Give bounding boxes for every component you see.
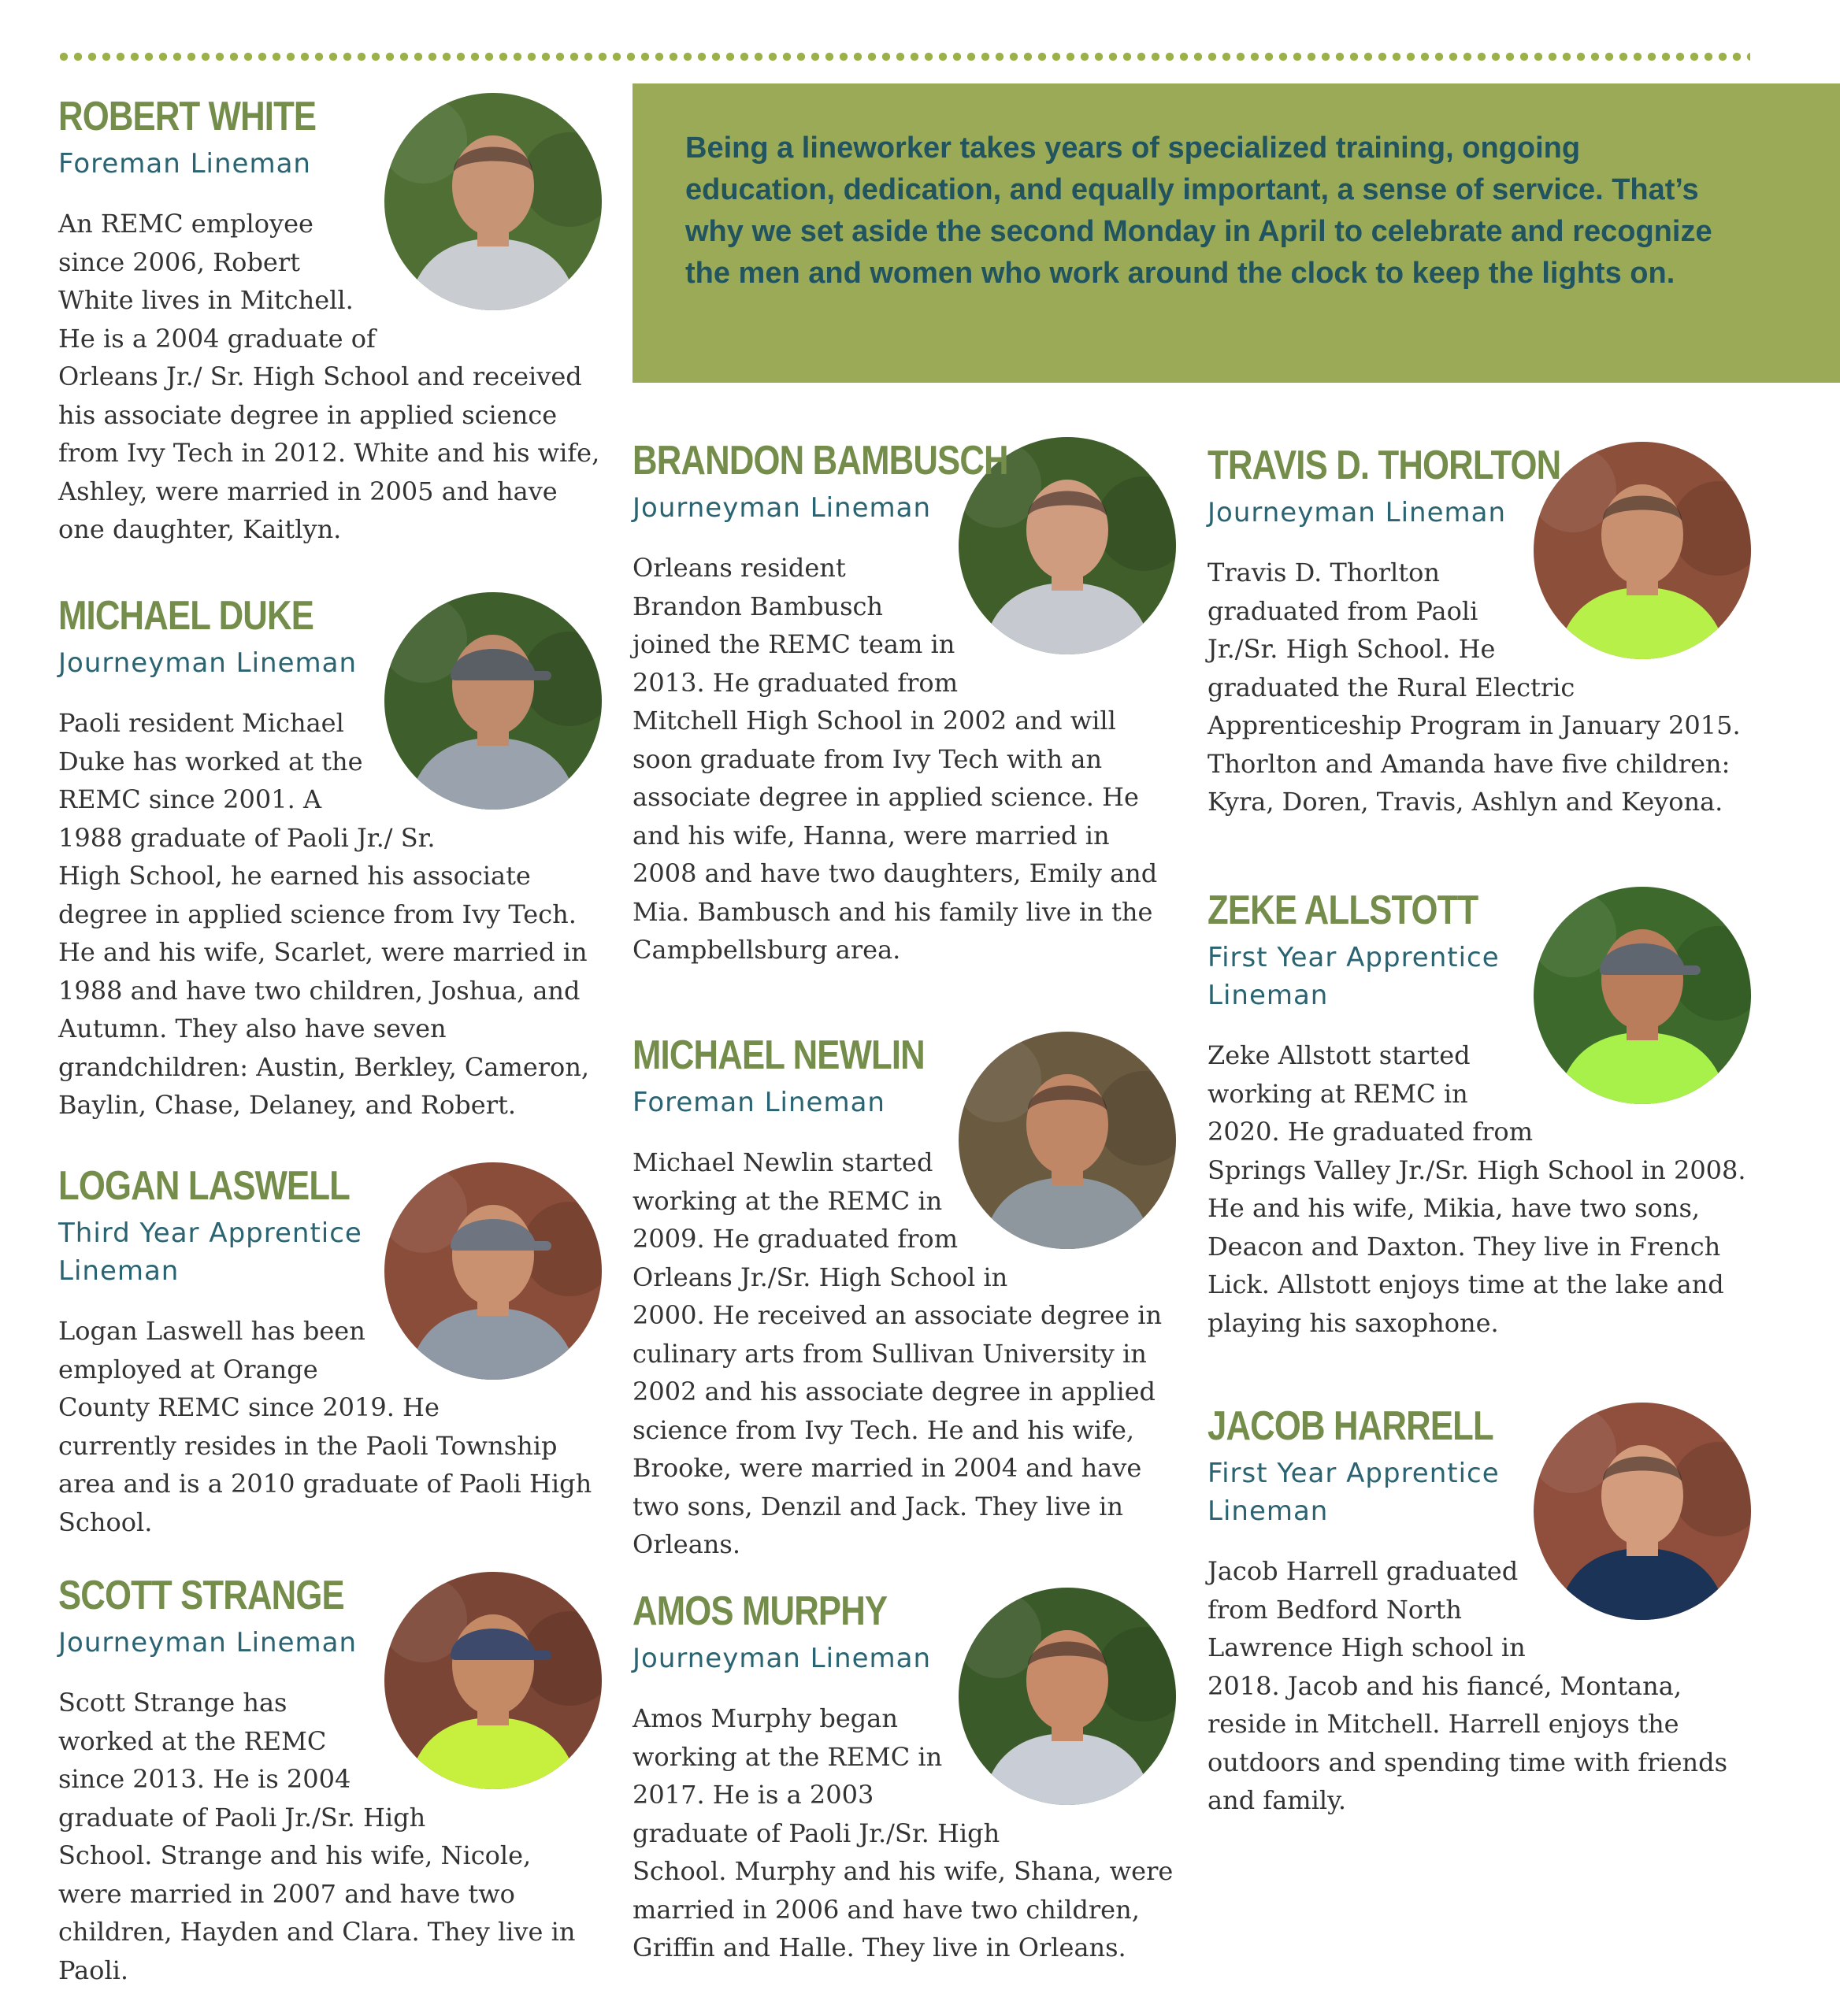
profile-role: Journeyman Lineman xyxy=(58,647,358,679)
profile-name: LOGAN LASWELL xyxy=(58,1163,351,1209)
profile-michael-duke xyxy=(58,592,602,1125)
profile-role: Journeyman Lineman xyxy=(632,1643,932,1674)
profile-bio: Orleans resident Brandon Bambusch joined the REMC team in 2013. He graduated from Mitchell High School in 2002 and will soon graduate from Ivy Tech with an associate degree in applied science. He and his wife, Hanna, were married in 2008 and have two daughters, Emily and Mia. Bambusch and his family live in the Campbellsburg area. xyxy=(632,553,1158,965)
profile-michael-newlin xyxy=(632,1032,1176,1564)
callout-text: Being a lineworker takes years of specialized training, ongoing education, dedication, and equally important, a sense of service. That’s why we set aside the second Monday in April to celebrate and recognize the men and women who work around the clock to keep the lights on. xyxy=(685,132,1712,290)
profile-name: ROBERT WHITE xyxy=(58,94,317,139)
profile-role: Journeyman Lineman xyxy=(1208,497,1507,528)
profile-bio: Michael Newlin started working at the REMC in 2009. He graduated from Orleans Jr./Sr. High School in 2000. He received an associate degree in culinary arts from Sullivan University in 2002 and his associate degree in applied science from Ivy Tech. He and his wife, Brooke, were married in 2004 and have two sons, Denzil and Jack. They live in Orleans. xyxy=(632,1147,1163,1559)
profile-bio: Travis D. Thorlton graduated from Paoli Jr./Sr. High School. He graduated the Rural Electric Apprenticeship Program in January 2015. Thorlton and Amanda have five children: Kyra, Doren, Travis, Ashlyn and Keyona. xyxy=(1208,558,1741,817)
profile-role: First Year Apprentice Lineman xyxy=(1208,1458,1500,1527)
profile-role: Foreman Lineman xyxy=(58,148,311,180)
profile-name: TRAVIS D. THORLTON xyxy=(1208,443,1561,488)
profile-amos-murphy xyxy=(632,1588,1176,1967)
profile-name: SCOTT STRANGE xyxy=(58,1573,344,1618)
profile-bio: Zeke Allstott started working at REMC in 2020. He graduated from Springs Valley Jr./Sr. High School in 2008. He and his wife, Mikia, have two sons, Deacon and Daxton. They live in French Lick. Allstott enjoys time at the lake and playing his saxophone. xyxy=(1208,1040,1746,1338)
dotted-divider xyxy=(57,52,1750,61)
profile-role: Journeyman Lineman xyxy=(632,492,932,524)
profile-robert-white xyxy=(58,93,602,549)
profile-bio: Amos Murphy began working at the REMC in 2017. He is a 2003 graduate of Paoli Jr./Sr. High School. Murphy and his wife, Shana, were married in 2006 and have two children, Griffin and Halle. They live in Orleans. xyxy=(632,1703,1174,1962)
profile-bio: Jacob Harrell graduated from Bedford North Lawrence High school in 2018. Jacob and his fiancé, Montana, reside in Mitchell. Harrell enjoys the outdoors and spending time with friends and family. xyxy=(1208,1556,1728,1815)
profile-name: BRANDON BAMBUSCH xyxy=(632,438,1008,484)
profile-name: AMOS MURPHY xyxy=(632,1588,888,1634)
profile-name: JACOB HARRELL xyxy=(1208,1403,1493,1449)
callout-box xyxy=(632,83,1840,383)
profile-bio: Logan Laswell has been employed at Orange County REMC since 2019. He currently resides in the Paoli Township area and is a 2010 graduate of Paoli High School. xyxy=(58,1316,592,1537)
profile-role: Journeyman Lineman xyxy=(58,1627,358,1658)
profile-bio: Scott Strange has worked at the REMC since 2013. He is 2004 graduate of Paoli Jr./Sr. High School. Strange and his wife, Nicole, were married in 2007 and have two children, Hayden and Clara. They live in Paoli. xyxy=(58,1688,576,1985)
profile-zeke-allstott xyxy=(1208,887,1751,1342)
profile-travis-thorlton xyxy=(1208,442,1751,821)
profile-name: ZEKE ALLSTOTT xyxy=(1208,888,1478,933)
profile-role: First Year Apprentice Lineman xyxy=(1208,942,1500,1011)
profile-name: MICHAEL NEWLIN xyxy=(632,1032,925,1078)
profile-bio: Paoli resident Michael Duke has worked at the REMC since 2001. A 1988 graduate of Paoli Jr./ Sr. High School, he earned his associate degree in applied science from Ivy Tech. He and his wife, Scarlet, were married in 1988 and have two children, Joshua, and Autumn. They also have seven grandchildren: Austin, Berkley, Cameron, Baylin, Chase, Delaney, and Robert. xyxy=(58,708,590,1120)
profile-name: MICHAEL DUKE xyxy=(58,593,314,639)
profile-scott-strange xyxy=(58,1572,602,1989)
profile-role: Third Year Apprentice Lineman xyxy=(58,1217,362,1287)
profile-brandon-bambusch xyxy=(632,437,1176,969)
profile-bio: An REMC employee since 2006, Robert White lives in Mitchell. He is a 2004 graduate of Orleans Jr./ Sr. High School and received his associate degree in applied science from Ivy Tech in 2012. White and his wife, Ashley, were married in 2005 and have one daughter, Kaitlyn. xyxy=(58,209,600,544)
profile-role: Foreman Lineman xyxy=(632,1087,885,1118)
profile-logan-laswell xyxy=(58,1162,602,1541)
profile-jacob-harrell xyxy=(1208,1403,1751,1820)
